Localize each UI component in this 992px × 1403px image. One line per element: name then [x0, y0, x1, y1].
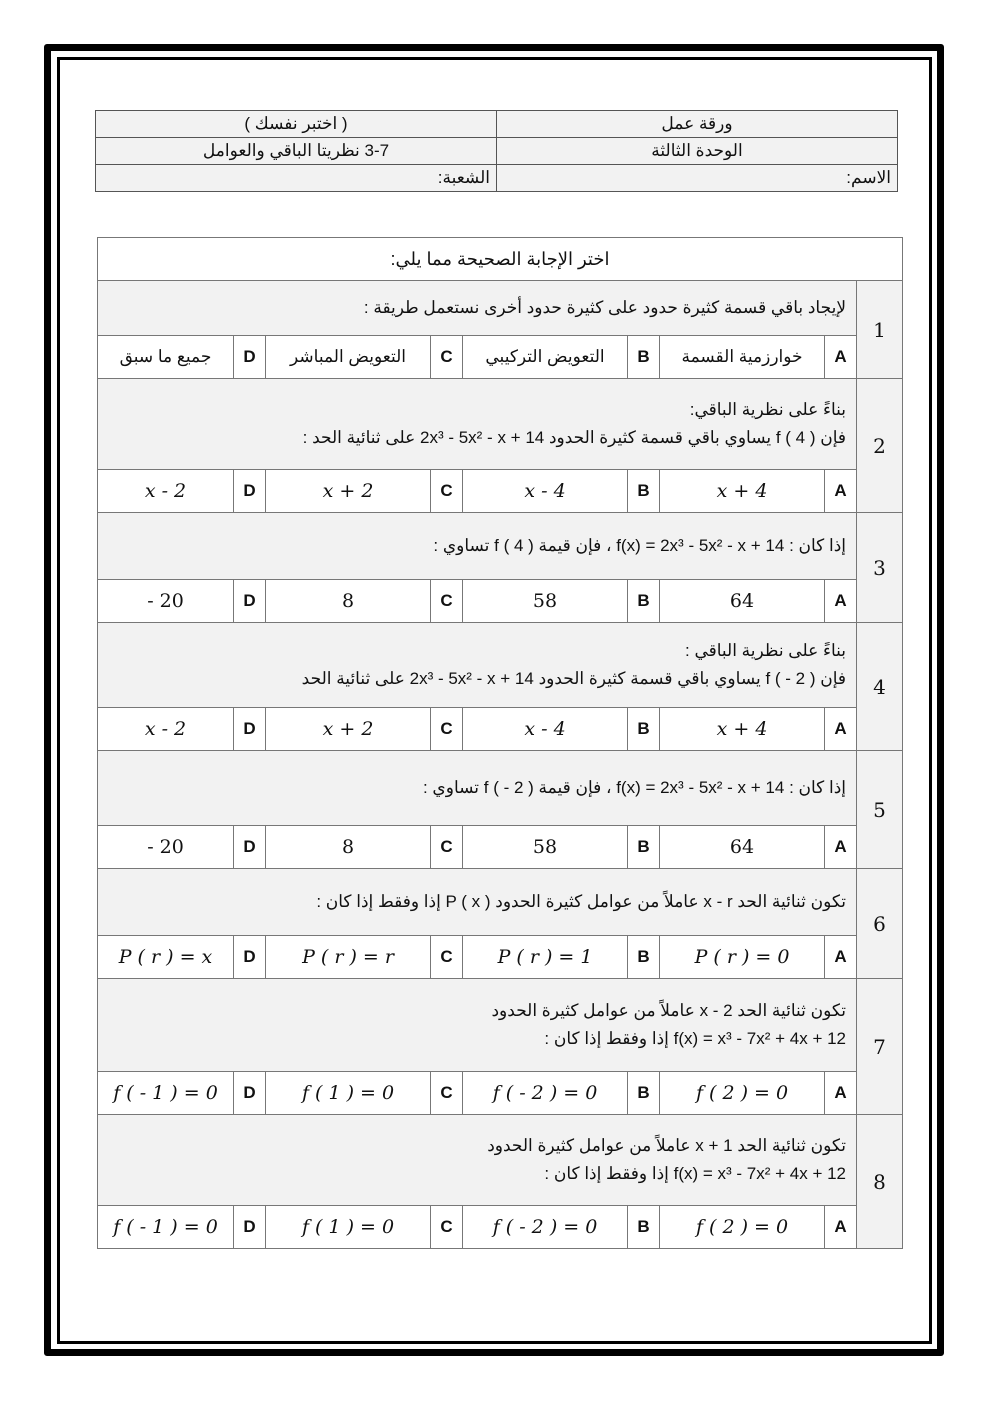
question-stem-line: فإن f ( 4 ) يساوي باقي قسمة كثيرة الحدود 2x³ - 5x² - x + 14 على ثنائية الحد : — [302, 428, 847, 447]
option-letter-d[interactable]: D — [234, 580, 266, 623]
option-letter-c[interactable]: C — [431, 336, 463, 379]
option-c[interactable]: 8 — [266, 580, 431, 623]
question-row — [98, 979, 903, 1072]
options-row — [98, 470, 903, 513]
question-stem-line: إذا كان : f(x) = 2x³ - 5x² - x + 14 ، فإن قيمة f ( 4 ) تساوي : — [433, 536, 847, 555]
test-yourself-label: ( اختبر نفسك ) — [96, 111, 497, 138]
question-stem — [98, 281, 857, 336]
option-a[interactable]: خوارزمية القسمة — [660, 336, 825, 379]
option-d[interactable]: f ( - 1 ) = 0 — [98, 1206, 234, 1249]
option-b[interactable]: التعويض التركيبي — [463, 336, 628, 379]
option-letter-c[interactable]: C — [431, 708, 463, 751]
option-letter-c[interactable]: C — [431, 826, 463, 869]
option-a[interactable]: 64 — [660, 826, 825, 869]
option-letter-b[interactable]: B — [628, 708, 660, 751]
question-stem — [98, 751, 857, 826]
question-row — [98, 513, 903, 580]
option-c[interactable]: P ( r ) = r — [266, 936, 431, 979]
question-number: 1 — [857, 281, 903, 379]
option-b[interactable]: x - 4 — [463, 708, 628, 751]
question-row — [98, 751, 903, 826]
question-number: 3 — [857, 513, 903, 623]
option-c[interactable]: التعويض المباشر — [266, 336, 431, 379]
option-c[interactable]: 8 — [266, 826, 431, 869]
question-row — [98, 623, 903, 708]
options-row — [98, 936, 903, 979]
option-letter-d[interactable]: D — [234, 826, 266, 869]
question-number: 7 — [857, 979, 903, 1115]
options-row — [98, 708, 903, 751]
option-a[interactable]: x + 4 — [660, 470, 825, 513]
option-letter-d[interactable]: D — [234, 470, 266, 513]
option-letter-a[interactable]: A — [825, 1072, 857, 1115]
question-stem-line: f(x) = x³ - 7x² + 4x + 12 إذا وفقط إذا كان : — [544, 1029, 847, 1048]
option-b[interactable]: f ( - 2 ) = 0 — [463, 1206, 628, 1249]
question-stem-line: تكون ثنائية الحد x - 2 عاملاً من عوامل كثيرة الحدود — [491, 1001, 847, 1020]
question-stem — [98, 623, 857, 708]
option-letter-a[interactable]: A — [825, 336, 857, 379]
name-field[interactable]: الاسم: — [497, 165, 898, 192]
question-row — [98, 1115, 903, 1206]
option-b[interactable]: 58 — [463, 826, 628, 869]
option-c[interactable]: f ( 1 ) = 0 — [266, 1072, 431, 1115]
option-letter-d[interactable]: D — [234, 1206, 266, 1249]
option-d[interactable]: جميع ما سبق — [98, 336, 234, 379]
question-stem-line: فإن f ( - 2 ) يساوي باقي قسمة كثيرة الحدود 2x³ - 5x² - x + 14 على ثنائية الحد — [301, 669, 847, 688]
question-stem-line: لإيجاد باقي قسمة كثيرة حدود على كثيرة حدود أخرى نستعمل طريقة : — [363, 298, 847, 317]
option-b[interactable]: P ( r ) = 1 — [463, 936, 628, 979]
option-letter-c[interactable]: C — [431, 1072, 463, 1115]
question-row — [98, 281, 903, 336]
option-letter-b[interactable]: B — [628, 336, 660, 379]
option-b[interactable]: x - 4 — [463, 470, 628, 513]
question-stem — [98, 513, 857, 580]
option-letter-b[interactable]: B — [628, 1072, 660, 1115]
option-letter-b[interactable]: B — [628, 936, 660, 979]
question-number: 6 — [857, 869, 903, 979]
question-number: 4 — [857, 623, 903, 751]
option-letter-c[interactable]: C — [431, 1206, 463, 1249]
option-letter-a[interactable]: A — [825, 708, 857, 751]
option-letter-a[interactable]: A — [825, 936, 857, 979]
option-d[interactable]: x - 2 — [98, 708, 234, 751]
options-row — [98, 826, 903, 869]
question-row — [98, 869, 903, 936]
question-number: 2 — [857, 379, 903, 513]
question-stem-line: f(x) = x³ - 7x² + 4x + 12 إذا وفقط إذا كان : — [544, 1164, 847, 1183]
worksheet-header — [95, 110, 898, 192]
option-a[interactable]: x + 4 — [660, 708, 825, 751]
option-c[interactable]: f ( 1 ) = 0 — [266, 1206, 431, 1249]
option-letter-c[interactable]: C — [431, 580, 463, 623]
option-letter-d[interactable]: D — [234, 336, 266, 379]
option-d[interactable]: P ( r ) = x — [98, 936, 234, 979]
option-letter-a[interactable]: A — [825, 470, 857, 513]
option-letter-d[interactable]: D — [234, 708, 266, 751]
unit-label: الوحدة الثالثة — [497, 138, 898, 165]
instructions: اختر الإجابة الصحيحة مما يلي: — [98, 238, 903, 281]
option-a[interactable]: f ( 2 ) = 0 — [660, 1072, 825, 1115]
options-row — [98, 1206, 903, 1249]
question-stem-line: تكون ثنائية الحد x + 1 عاملاً من عوامل كثيرة الحدود — [487, 1136, 847, 1155]
question-stem — [98, 979, 857, 1072]
section-field[interactable]: الشعبة: — [96, 165, 497, 192]
option-letter-b[interactable]: B — [628, 470, 660, 513]
question-stem — [98, 869, 857, 936]
option-letter-b[interactable]: B — [628, 826, 660, 869]
option-c[interactable]: x + 2 — [266, 470, 431, 513]
lesson-label: 3-7 نظريتا الباقي والعوامل — [96, 138, 497, 165]
option-d[interactable]: - 20 — [98, 580, 234, 623]
option-letter-a[interactable]: A — [825, 580, 857, 623]
question-stem — [98, 1115, 857, 1206]
option-letter-d[interactable]: D — [234, 936, 266, 979]
option-letter-c[interactable]: C — [431, 470, 463, 513]
option-d[interactable]: - 20 — [98, 826, 234, 869]
question-stem-line: تكون ثنائية الحد x - r عاملاً من عوامل كثيرة الحدود P ( x ) إذا وفقط إذا كان : — [316, 892, 847, 911]
questions-table — [97, 237, 903, 1249]
question-stem-line: إذا كان : f(x) = 2x³ - 5x² - x + 14 ، فإن قيمة f ( - 2 ) تساوي : — [422, 778, 847, 797]
options-row — [98, 336, 903, 379]
option-d[interactable]: f ( - 1 ) = 0 — [98, 1072, 234, 1115]
question-stem-line: بناءً على نظرية الباقي: — [689, 400, 847, 419]
option-letter-b[interactable]: B — [628, 1206, 660, 1249]
options-row — [98, 580, 903, 623]
option-b[interactable]: f ( - 2 ) = 0 — [463, 1072, 628, 1115]
option-letter-c[interactable]: C — [431, 936, 463, 979]
options-row — [98, 1072, 903, 1115]
question-stem-line: بناءً على نظرية الباقي : — [685, 641, 847, 660]
option-c[interactable]: x + 2 — [266, 708, 431, 751]
worksheet-label: ورقة عمل — [497, 111, 898, 138]
option-a[interactable]: f ( 2 ) = 0 — [660, 1206, 825, 1249]
option-a[interactable]: P ( r ) = 0 — [660, 936, 825, 979]
question-number: 5 — [857, 751, 903, 869]
question-stem — [98, 379, 857, 470]
option-letter-a[interactable]: A — [825, 1206, 857, 1249]
option-a[interactable]: 64 — [660, 580, 825, 623]
option-d[interactable]: x - 2 — [98, 470, 234, 513]
option-letter-a[interactable]: A — [825, 826, 857, 869]
option-letter-d[interactable]: D — [234, 1072, 266, 1115]
question-row — [98, 379, 903, 470]
question-number: 8 — [857, 1115, 903, 1249]
option-b[interactable]: 58 — [463, 580, 628, 623]
option-letter-b[interactable]: B — [628, 580, 660, 623]
